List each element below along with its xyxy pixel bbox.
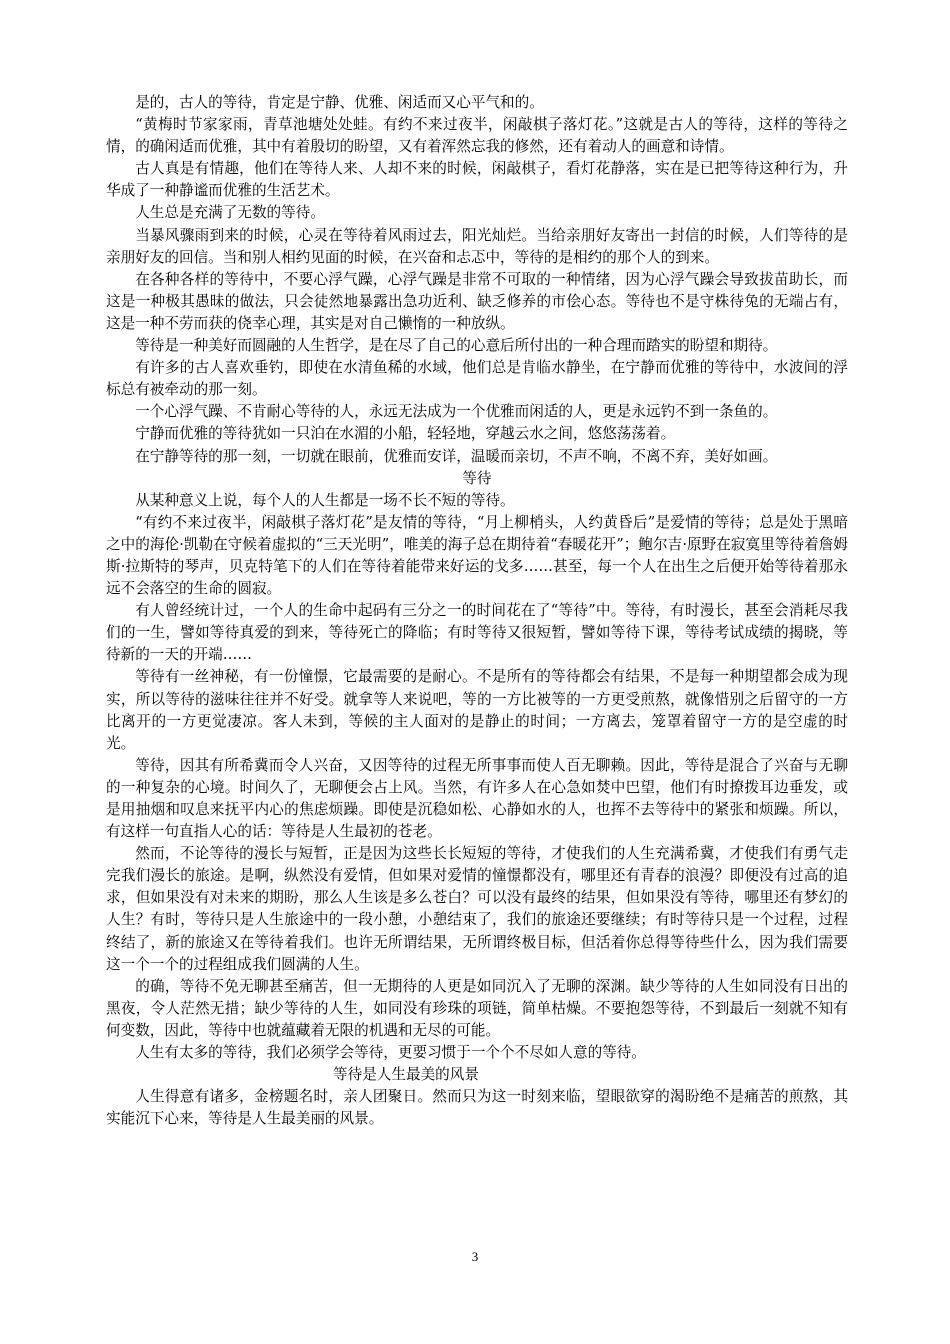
- paragraph: 是的，古人的等待，肯定是宁静、优雅、闲适而又心平气和的。: [135, 94, 544, 111]
- paragraph: 等待，因其有所希冀而令人兴奋，又因等待的过程无所事事而使人百无聊赖。因此，等待是混合了兴奋与无聊的一种复杂的心境。时间久了，无聊便会占上风。当然，有许多人在心急如焚中巴望，他们有时撩拨耳边垂发，或是用抽烟和叹息来抚平内心的焦虑烦躁。即使是沉稳如松、心静如水的人，也挥不去等待中的紧张和烦躁。所以，有这样一句直指人心的话：等待是人生最初的苍老。: [106, 756, 848, 841]
- paragraph: 人生有太多的等待，我们必须学会等待，更要习惯于一个个不尽如人意的等待。: [135, 1044, 646, 1062]
- paragraph: 人生总是充满了无数的等待。: [135, 204, 325, 222]
- section-waiting: [106, 490, 848, 1064]
- paragraph: 有许多的古人喜欢垂钓，即使在水清鱼稀的水域，他们总是肯临水静坐，在宁静而优雅的等待中，水波间的浮标总有被牵动的那一刻。: [106, 359, 848, 399]
- paragraph: “有约不来过夜半，闲敲棋子落灯花”是友情的等待，“月上柳梢头，人约黄昏后”是爱情的等待；总是处于黑暗之中的海伦·凯勒在守候着虚拟的“三天光明”，唯美的海子总在期待着“春暖花开”；鲍尔吉·原野在寂寞里等待着詹姆斯·拉斯特的琴声，贝克特笔下的人们在等待着能带来好运的戈多……甚至，每一个人在出生之后便开始等待着那永远不会落空的生命的圆寂。: [106, 513, 848, 598]
- paragraph: 在宁静等待的那一刻，一切就在眼前，优雅而安详，温暖而亲切，不声不响，不离不弃，美好如画。: [135, 447, 778, 465]
- section-heading-waiting: 等待: [462, 469, 492, 487]
- paragraph: 当暴风骤雨到来的时候，心灵在等待着风雨过去，阳光灿烂。当给亲朋好友寄出一封信的时候，人们等待的是亲朋好友的回信。当和别人相约见面的时候，在兴奋和忐忑中，等待的是相约的那个人的到来。: [106, 226, 848, 266]
- page-number: 3: [471, 1249, 479, 1264]
- paragraph: 然而，不论等待的漫长与短暂，正是因为这些长长短短的等待，才使我们的人生充满希冀，才使我们有勇气走完我们漫长的旅途。是啊，纵然没有爱情，但如果对爱情的憧憬都没有，哪里还有青春的浪漫？即便没有过高的追求，但如果没有对未来的期盼，那么人生该是多么苍白？可以没有最终的结果，但如果没有等待，哪里还有梦幻的人生？有时，等待只是人生旅途中的一段小憩，小憩结束了，我们的旅途还要继续；有时等待只是一个过程，过程终结了，新的旅途又在等待着我们。也许无所谓结果，无所谓终极目标，但活着你总得等待些什么，因为我们需要这一个一个的过程组成我们圆满的人生。: [106, 845, 848, 973]
- section-most-beautiful-scenery: [106, 1086, 848, 1130]
- page-content: [106, 92, 848, 1130]
- section-heading-most-beautiful-scenery: 等待是人生最美的风景: [333, 1066, 479, 1084]
- paragraph: 宁静而优雅的等待犹如一只泊在水湄的小船，轻轻地，穿越云水之间，悠悠荡荡着。: [135, 425, 676, 443]
- paragraph: 等待是一种美好而圆融的人生哲学，是在尽了自己的心意后所付出的一种合理而踏实的盼望和期待。: [135, 337, 778, 355]
- paragraph: 的确，等待不免无聊甚至痛苦，但一无期待的人更是如同沉入了无聊的深渊。缺少等待的人生如同没有日出的黑夜，令人茫然无措；缺少等待的人生，如同没有珍珠的项链，简单枯燥。不要抱怨等待，不到最后一刻就不知有何变数，因此，等待中也就蕴藏着无限的机遇和无尽的可能。: [106, 977, 848, 1039]
- paragraph: 从某种意义上说，每个人的人生都是一场不长不短的等待。: [135, 491, 515, 509]
- paragraph: 等待有一丝神秘，有一份憧憬，它最需要的是耐心。不是所有的等待都会有结果，不是每一种期望都会成为现实，所以等待的滋味往往并不好受。就拿等人来说吧，等的一方比被等的一方更受煎熬，就像惜别之后留守的一方比离开的一方更觉凄凉。客人未到，等候的主人面对的是静止的时间；一方离去，笼罩着留守一方的是空虚的时光。: [106, 668, 848, 752]
- paragraph: 有人曾经统计过，一个人的生命中起码有三分之一的时间花在了“等待”中。等待，有时漫长，甚至会消耗尽我们的一生，譬如等待真爱的到来，等待死亡的降临；有时等待又很短暂，譬如等待下课，等待考试成绩的揭晓，等待新的一天的开端……: [106, 602, 848, 664]
- paragraph: 人生得意有诸多，金榜题名时，亲人团聚日。然而只为这一时刻来临，望眼欲穿的渴盼绝不是痛苦的煎熬，其实能沉下心来，等待是人生最美丽的风景。: [106, 1088, 848, 1128]
- paragraph: 一个心浮气躁、不肯耐心等待的人，永远无法成为一个优雅而闲适的人，更是永远钓不到一条鱼的。: [135, 403, 778, 421]
- paragraph: 古人真是有情趣，他们在等待人来、人却不来的时候，闲敲棋子，看灯花静落，实在是已把等待这种行为，升华成了一种静谧而优雅的生活艺术。: [106, 160, 848, 200]
- paragraph: 在各种各样的等待中，不要心浮气躁，心浮气躁是非常不可取的一种情绪，因为心浮气躁会导致拔苗助长，而这是一种极其愚昧的做法，只会徒然地暴露出急功近利、缺乏修养的市侩心态。等待也不是守株待兔的无端占有，这是一种不劳而获的侥幸心理，其实是对自己懒惰的一种放纵。: [106, 270, 848, 332]
- paragraph: “黄梅时节家家雨，青草池塘处处蛙。有约不来过夜半，闲敲棋子落灯花。”这就是古人的等待，这样的等待之情，的确闲适而优雅，其中有着殷切的盼望，又有着浑然忘我的修然，还有着动人的画意和诗情。: [106, 116, 848, 156]
- section-ancient-waiting: [106, 92, 848, 468]
